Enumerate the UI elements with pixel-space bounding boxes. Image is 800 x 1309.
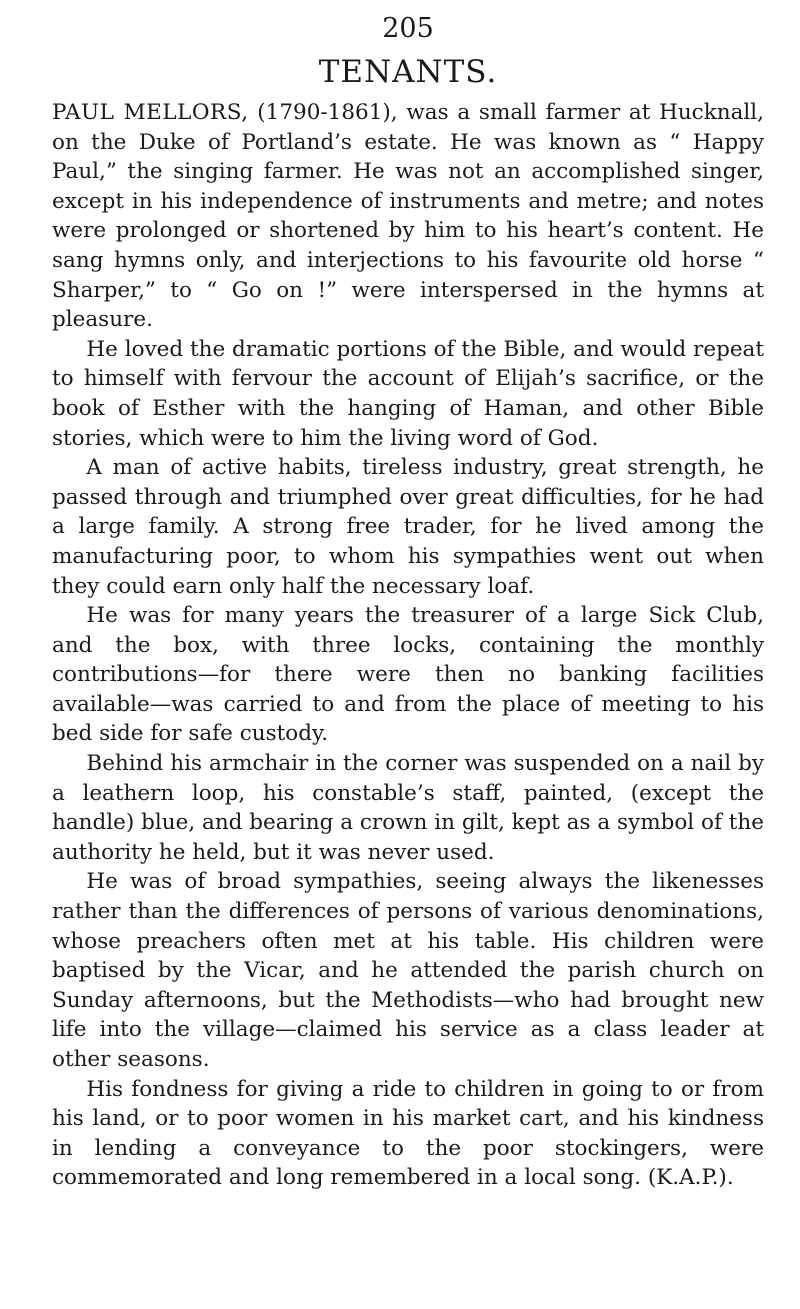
chapter-heading: TENANTS. <box>318 54 498 90</box>
paragraph-5: Behind his armchair in the corner was suspended on a nail by a leathern loop, his constable’s staff, painted, (except the handle) blue, and bearing a crown in gilt, kept as a symbol of the authority he held, but it was never used. <box>52 751 764 865</box>
book-page <box>52 12 764 1193</box>
paragraph-1 <box>52 98 764 335</box>
page-number: 205 <box>382 13 434 44</box>
paragraph-3: A man of active habits, tireless industry, great strength, he passed through and triumphed over great difficulties, for he had a large family. A strong free trader, for he lived among the manufacturing poor, to whom his sympathies went out when they could earn only half the necessary loaf. <box>52 455 764 599</box>
paragraph-4: He was for many years the treasurer of a large Sick Club, and the box, with three locks, containing the monthly contributions—for there were then no banking facilities available—was carried to and from the place of meeting to his bed side for safe custody. <box>52 603 764 747</box>
paragraph-2: He loved the dramatic portions of the Bible, and would repeat to himself with fervour the account of Elijah’s sacrifice, or the book of Esther with the hanging of Haman, and other Bible stories, which were to him the living word of God. <box>52 336 765 451</box>
subject-name: PAUL MELLORS, <box>52 100 249 125</box>
paragraph-1-text: (1790-1861), was a small farmer at Hucknall, on the Duke of Portland’s estate. He was known as “ Happy Paul,” the singing farmer. He was not an accomplished singer, except in his independence of instruments and metre; and notes were prolonged or shortened by him to his heart’s content. He sang hymns only, and interjections to his favourite old horse “ Sharper,” to “ Go on !” were interspersed in the hymns at pleasure. <box>52 100 764 333</box>
paragraph-7: His fondness for giving a ride to children in going to or from his land, or to poor women in his market cart, and his kindness in lending a conveyance to the poor stockingers, were commemorated and long remembered in a local song. (K.A.P.). <box>52 1076 764 1191</box>
paragraph-6: He was of broad sympathies, seeing always the likenesses rather than the differences of persons of various denominations, whose preachers often met at his table. His children were baptised by the Vicar, and he attended the parish church on Sunday afternoons, but the Methodists—who had brought new life into the village—claimed his service as a class leader at other seasons. <box>52 869 764 1072</box>
